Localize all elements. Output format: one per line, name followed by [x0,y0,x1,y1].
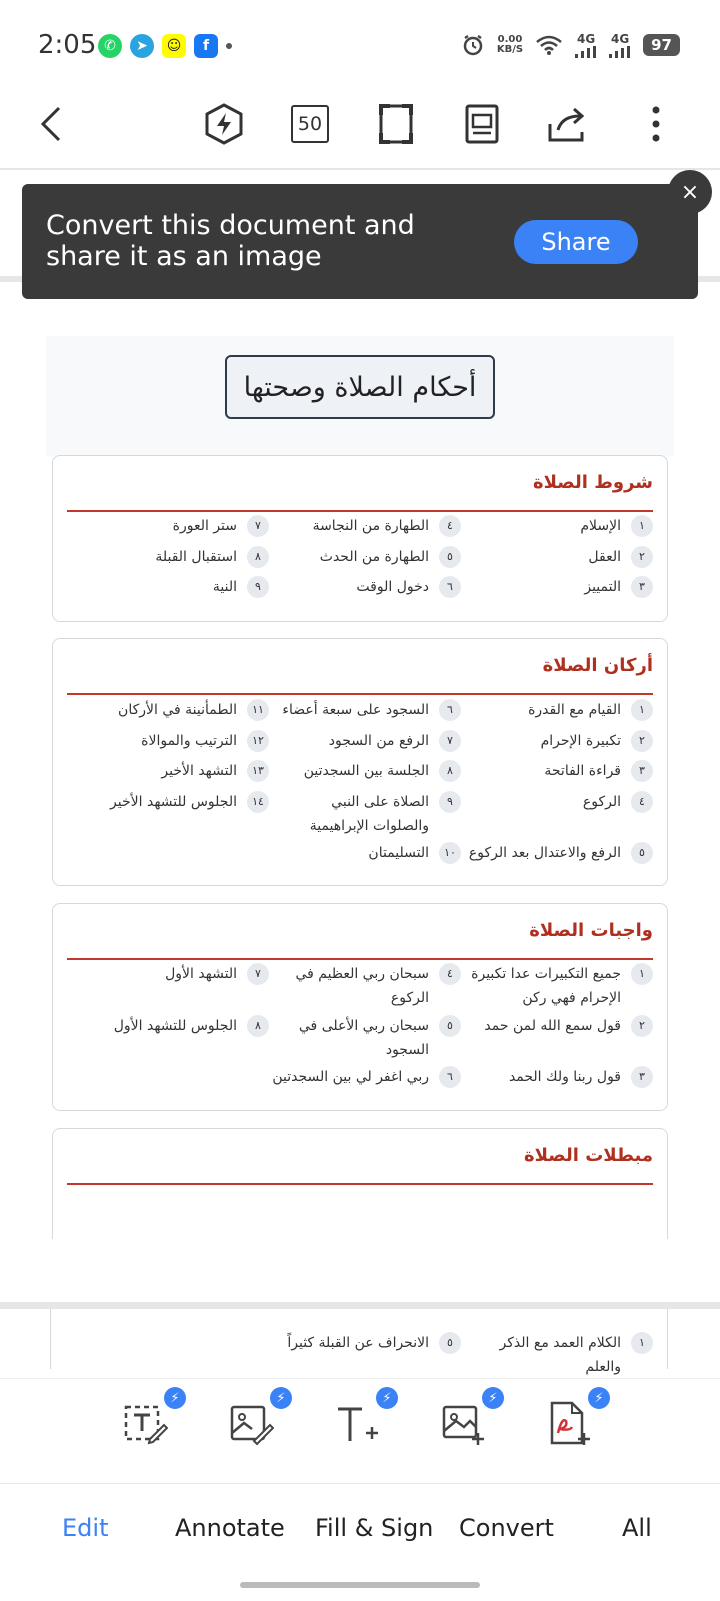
item-number: ٨ [247,546,269,568]
item-text: قول ربنا ولك الحمد [508,1069,621,1085]
signal-bars-icon [575,46,597,58]
net-speed-value: 0.00 [497,34,523,45]
list-item [79,729,269,753]
status-bar [0,0,720,90]
page-count-button[interactable] [284,98,336,150]
tab-edit[interactable]: Edit [62,1514,109,1542]
item-number: ١٢ [247,730,269,752]
list-item [79,545,269,569]
item-number: ٥ [631,842,653,864]
item-number: ٩ [247,576,269,598]
list-item [463,514,653,538]
item-text: القيام مع القدرة [528,702,621,718]
section-divider [67,958,653,960]
item-text: الركوع [582,794,621,810]
item-number: ٥ [439,1332,461,1354]
more-options-button[interactable] [630,98,682,150]
item-text: سبحان ربي الأعلى في السجود [298,1018,429,1058]
section-title: مبطلات الصلاة [523,1145,653,1166]
section-obligations [52,903,668,1111]
share-arrow-icon [546,104,590,144]
item-text: الطمأنينة في الأركان [118,702,237,718]
item-text: النية [212,579,237,595]
alarm-icon [461,33,485,57]
page-separator [0,1302,720,1309]
item-number: ٧ [247,963,269,985]
item-number: ٨ [439,760,461,782]
list-item [463,1331,653,1379]
item-number: ٧ [439,730,461,752]
item-number: ١٣ [247,760,269,782]
item-number: ٤ [439,963,461,985]
list-item [463,759,653,783]
list-item [79,575,269,599]
share-button-toolbar[interactable] [542,98,594,150]
list-item [271,790,461,838]
item-text: الانحراف عن القبلة كثيراً [287,1335,429,1351]
whatsapp-icon: ✆ [98,34,122,58]
item-text: دخول الوقت [356,579,429,595]
item-number: ١ [631,963,653,985]
list-item [79,962,269,986]
premium-bolt-icon: ⚡ [164,1387,186,1409]
back-button[interactable] [26,98,78,150]
item-text: سبحان ربي العظيم في الركوع [295,966,429,1006]
item-text: الصلاة على النبي والصلوات الإبراهيمية [309,794,429,834]
item-text: جميع التكبيرات عدا تكبيرة الإحرام فهي ركن [471,966,621,1006]
item-text: ربي اغفر لي بين السجدتين [272,1069,429,1085]
item-text: الطهارة من الحدث [319,549,429,565]
reading-mode-button[interactable] [456,98,508,150]
close-banner-button[interactable]: × [668,170,712,214]
list-item [463,575,653,599]
net-speed [497,35,523,55]
item-number: ٣ [631,760,653,782]
section-title: شروط الصلاة [532,472,653,493]
battery-indicator: 97 [643,34,680,56]
status-time: 2:05 [38,30,97,60]
premium-bolt-icon: ⚡ [376,1387,398,1409]
notification-icons [98,34,232,58]
item-number: ٥ [439,546,461,568]
status-indicators [461,32,680,58]
page-2 [0,1309,720,1379]
list-item [271,759,461,783]
banner-message: Convert this document and share it as an image [46,210,415,272]
item-number: ١١ [247,699,269,721]
list-item [463,790,653,814]
list-item [271,575,461,599]
section-divider [67,1183,653,1185]
list-item [463,962,653,1010]
item-number: ٦ [439,1066,461,1088]
tab-fill-sign[interactable]: Fill & Sign [315,1514,434,1542]
tab-annotate[interactable]: Annotate [175,1514,285,1542]
list-item [463,729,653,753]
lightning-hexagon-icon [202,102,246,146]
premium-bolt-icon: ⚡ [588,1387,610,1409]
chevron-left-icon [37,104,67,144]
item-number: ٢ [631,1015,653,1037]
item-text: الرفع والاعتدال بعد الركوع [468,845,621,861]
edit-image-icon [226,1399,274,1447]
share-button[interactable]: Share [514,220,638,264]
facebook-icon: f [194,34,218,58]
item-number: ٩ [439,791,461,813]
item-text: التشهد الأول [165,966,237,982]
section-border [667,1309,668,1369]
item-number: ٢ [631,730,653,752]
item-number: ١ [631,699,653,721]
more-vertical-icon [651,104,661,144]
item-text: العقل [588,549,621,565]
premium-bolt-icon: ⚡ [270,1387,292,1409]
item-number: ١ [631,1332,653,1354]
top-toolbar [0,90,720,170]
item-text: التشهد الأخير [161,763,237,779]
document-title: أحكام الصلاة وصحتها [225,355,495,419]
edit-tools-bar [0,1378,720,1483]
list-item [271,1065,461,1089]
signal-4g-1 [575,32,597,58]
page-count-label: 50 [297,113,323,135]
list-item [271,729,461,753]
document-layout-icon [464,103,500,145]
item-text: الجلوس للتشهد الأخير [110,794,237,810]
section-conditions [52,455,668,622]
item-number: ٥ [439,1015,461,1037]
add-text-icon [332,1399,380,1447]
item-number: ٧ [247,515,269,537]
list-item [79,1014,269,1038]
item-text: التمييز [584,579,621,595]
list-item [79,759,269,783]
edit-text-box-icon [120,1399,168,1447]
list-item [463,1065,653,1089]
item-text: الجلسة بين السجدتين [303,763,429,779]
home-indicator[interactable] [240,1582,480,1588]
wifi-icon [535,34,563,56]
item-text: الكلام العمد مع الذكر والعلم [499,1335,621,1375]
more-notifications-dot [226,43,232,49]
item-number: ٦ [439,576,461,598]
item-number: ٨ [247,1015,269,1037]
list-item [463,698,653,722]
list-item [463,841,653,865]
list-item [271,841,461,865]
telegram-icon: ➤ [130,34,154,58]
item-text: قول سمع الله لمن حمد [484,1018,621,1034]
signal-bars-icon [609,46,631,58]
item-text: قراءة الفاتحة [544,763,621,779]
tab-all[interactable]: All [622,1514,652,1542]
add-image-icon [438,1399,486,1447]
premium-bolt-icon: ⚡ [482,1387,504,1409]
item-text: الرفع من السجود [328,733,429,749]
item-number: ٢ [631,546,653,568]
list-item [79,790,269,814]
fullscreen-icon [378,103,414,145]
item-text: الإسلام [580,518,621,534]
section-title: أركان الصلاة [542,655,653,676]
edit-text-tool[interactable] [120,1390,180,1453]
speed-mode-button[interactable] [198,98,250,150]
item-number: ١ [631,515,653,537]
page-count-badge [291,105,329,143]
item-number: ٤ [631,791,653,813]
item-number: ١٤ [247,791,269,813]
list-item [79,698,269,722]
convert-share-banner [22,179,700,299]
signal-4g-2 [609,32,631,58]
section-divider [67,693,653,695]
item-number: ٣ [631,1066,653,1088]
section-border [50,1309,51,1369]
item-number: ٦ [439,699,461,721]
edit-image-tool[interactable] [226,1390,286,1453]
section-title: واجبات الصلاة [529,920,653,941]
page-bottom-margin [0,1240,720,1302]
add-signature-tool[interactable] [544,1390,604,1453]
section-invalidators [52,1128,668,1239]
item-text: استقبال القبلة [155,549,237,565]
item-text: تكبيرة الإحرام [540,733,621,749]
fullscreen-button[interactable] [370,98,422,150]
item-text: الطهارة من النجاسة [312,518,429,534]
item-number: ٤ [439,515,461,537]
list-item [271,514,461,538]
item-number: ٣ [631,576,653,598]
add-text-tool[interactable] [332,1390,392,1453]
net-speed-unit: KB/S [496,44,524,55]
section-pillars [52,638,668,886]
list-item [463,1014,653,1038]
item-text: الترتيب والموالاة [141,733,237,749]
snapchat-icon: ☺ [162,34,186,58]
list-item [79,514,269,538]
item-text: السجود على سبعة أعضاء [282,702,429,718]
signal-4g-2-label: 4G [611,32,630,46]
tab-convert[interactable]: Convert [459,1514,554,1542]
item-number: ١٠ [439,842,461,864]
add-image-tool[interactable] [438,1390,498,1453]
list-item [271,1331,461,1355]
list-item [271,1014,461,1062]
list-item [271,962,461,1010]
pdf-add-icon [544,1399,592,1447]
item-text: ستر العورة [172,518,237,534]
section-divider [67,510,653,512]
item-text: الجلوس للتشهد الأول [113,1018,237,1034]
list-item [271,545,461,569]
signal-4g-1-label: 4G [577,32,596,46]
list-item [271,698,461,722]
item-text: التسليمتان [368,845,429,861]
list-item [463,545,653,569]
